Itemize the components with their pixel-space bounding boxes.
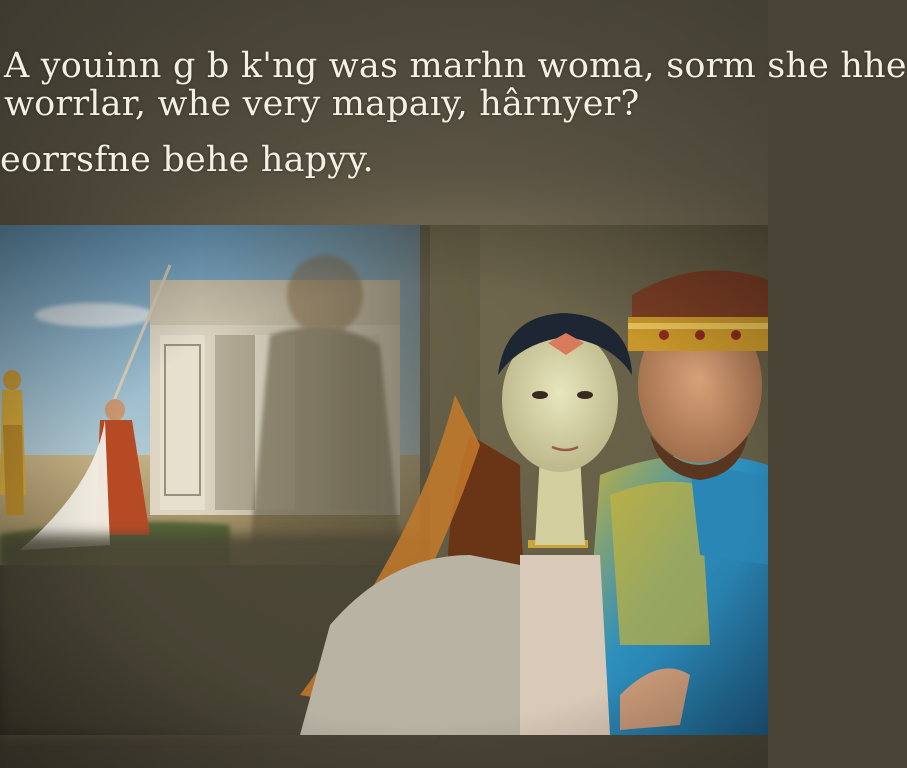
- caption-band: [0, 0, 907, 215]
- caption-line-3: eorrsfne behe hapyy.: [0, 140, 374, 180]
- caption-line-2: worrlar, whe very mapaıy, hârnyer?: [4, 84, 640, 124]
- caption-line-1: A youinn g b k'ng was marhn woma, sorm she hhe: [4, 46, 907, 86]
- painting-scene: [0, 225, 768, 735]
- scene-illustration: [0, 225, 768, 735]
